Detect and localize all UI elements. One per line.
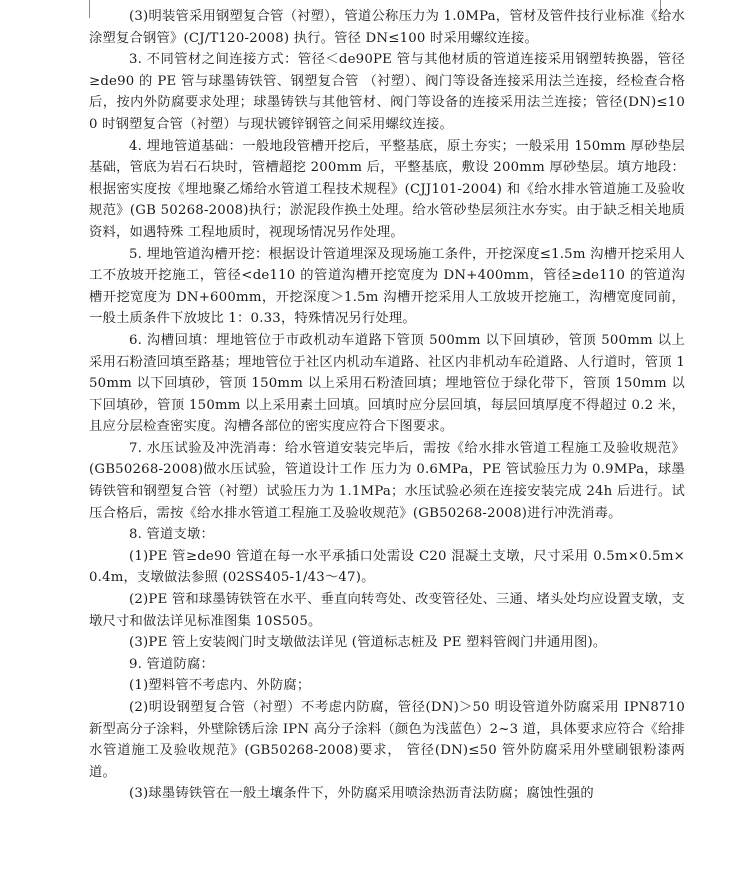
paragraph-pipe-material: (3)明装管采用钢塑复合管（衬塑），管道公称压力为 1.0MPa，管材及管件技行业标准《给水涂塑复合钢管》(CJ/T120-2008) 执行。管径 DN≤100 时采用螺纹连接。 bbox=[89, 9, 685, 46]
paragraph-anticorrosion-2: (2)明设钢塑复合管（衬塑）不考虑内防腐，管径(DN)＞50 明设管道外防腐采用 IPN8710 新型高分子涂料，外壁除锈后涂 IPN 高分子涂料（颜色为浅蓝色）2~3 道，具体要求应符合《给排水管道施工及验收规范》(GB50268-2008)要求， 管径(DN)≤50 管外防腐采用外壁刷银粉漆两道。 bbox=[89, 700, 685, 780]
paragraph-pressure-test: 7. 水压试验及冲洗消毒：给水管道安装完毕后，需按《给水排水管道工程施工及验收规范》(GB50268-2008)做水压试验，管道设计工作 压力为 0.6MPa，PE 管试验压力为 0.9MPa，球墨铸铁管和钢塑复合管（衬塑）试验压力为 1.1MPa；水压试验必须在连接安装完成 24h 后进行。试压合格后，需按《给水排水管道工程施工及验收规范》(GB50268-2008)进行冲洗消毒。 bbox=[89, 440, 685, 521]
paragraph-trench-backfill: 6. 沟槽回填：埋地管位于市政机动车道路下管顶 500mm 以下回填砂，管顶 500mm 以上采用石粉渣回填至路基；埋地管位于社区内机动车道路、社区内非机动车砼道路、人行道时，管顶 150mm 以下回填砂，管顶 150mm 以上采用石粉渣回填；埋地管位于绿化带下，管顶 150mm 以下回填砂，管顶 150mm 以上采用素土回填。回填时应分层回填，每层回填厚度不得超过 0.2 米，且应分层检查密实度。沟槽各部位的密实度应符合下图要求。 bbox=[89, 332, 685, 435]
document-body bbox=[89, 6, 685, 805]
heading-pipe-supports: 8. 管道支墩： bbox=[129, 527, 214, 543]
paragraph-pipe-foundation: 4. 埋地管道基础：一般地段管槽开挖后，平整基底，原土夯实；一般采用 150mm 厚砂垫层基础，管底为岩石石块时，管槽超挖 200mm 后，平整基底，敷设 200mm 厚砂垫层。填方地段：根据密实度按《埋地聚乙烯给水管道工程技术规程》(CJJ101-2004) 和《给水排水管道施工及验收规范》(GB 50268-2008)执行；淤泥段作换土处理。给水管砂垫层须注水夯实。由于缺乏相关地质资料，如遇特殊 工程地质时，视现场情况另作处理。 bbox=[89, 138, 685, 240]
paragraph-support-1: (1)PE 管≥de90 管道在每一水平承插口处需设 C20 混凝土支墩，尺寸采用 0.5m×0.5m×0.4m，支墩做法参照 (02SS405-1/43～47)。 bbox=[89, 548, 685, 586]
paragraph-support-2: (2)PE 管和球墨铸铁管在水平、垂直向转弯处、改变管径处、三通、堵头处均应设置支墩，支墩尺寸和做法详见标准图集 10S505。 bbox=[89, 592, 685, 629]
paragraph-trench-excavation: 5. 埋地管道沟槽开挖：根据设计管道埋深及现场施工条件，开挖深度≤1.5m 沟槽开挖采用人工不放坡开挖施工，管径<de110 的管道沟槽开挖宽度为 DN+400mm，管径≥de110 的管道沟槽开挖宽度为 DN+600mm，开挖深度＞1.5m 沟槽开挖采用人工放坡开挖施工，沟槽宽度同前，一般土质条件下放坡比 1：0.33，特殊情况另行处理。 bbox=[89, 246, 685, 327]
paragraph-anticorrosion-3: (3)球墨铸铁管在一般土壤条件下，外防腐采用喷涂热沥青法防腐；腐蚀性强的 bbox=[129, 786, 594, 802]
heading-anticorrosion: 9. 管道防腐： bbox=[129, 656, 214, 672]
paragraph-connection-methods: 3. 不同管材之间连接方式：管径＜de90PE 管与其他材质的管道连接采用钢塑转换器，管径≥de90 的 PE 管与球墨铸铁管、钢塑复合管 （衬塑）、阀门等设备连接采用法兰连接，经检查合格后，按内外防腐要求处理；球墨铸铁与其他管材、阀门等设备的连接采用法兰连接；管径(DN)≤100 时钢塑复合管（衬塑）与现状镀锌钢管之间采用螺纹连接。 bbox=[89, 52, 685, 132]
paragraph-anticorrosion-1: (1)塑料管不考虑内、外防腐； bbox=[129, 678, 311, 694]
paragraph-support-3: (3)PE 管上安装阀门时支墩做法详见 (管道标志桩及 PE 塑料管阀门井通用图)。 bbox=[129, 635, 607, 651]
